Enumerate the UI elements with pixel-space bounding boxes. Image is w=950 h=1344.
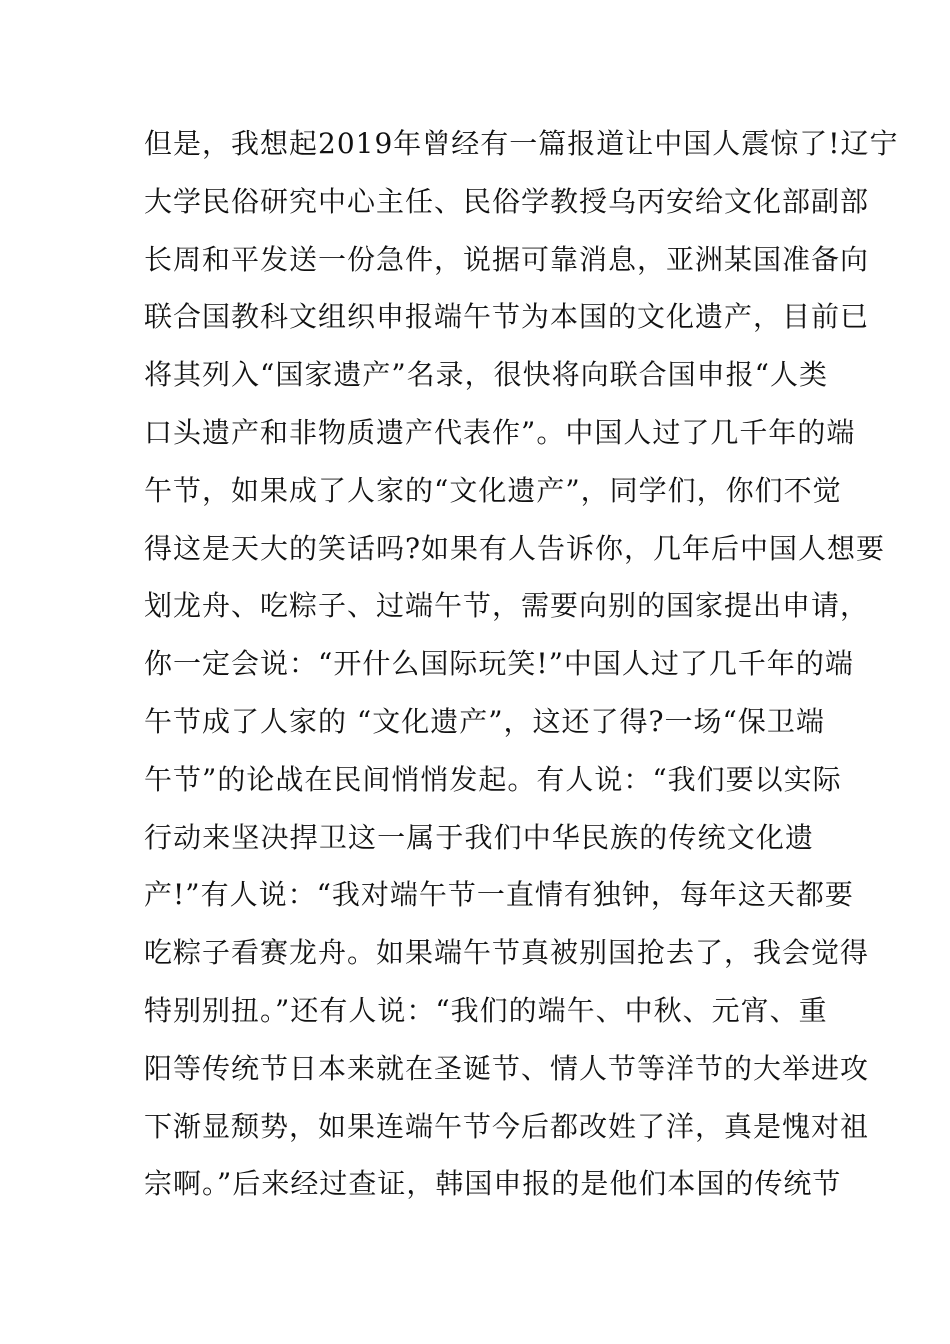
text-line: 阳等传统节日本来就在圣诞节、情人节等洋节的大举进攻: [144, 1051, 870, 1085]
text-line: 长周和平发送一份急件，说据可靠消息，亚洲某国准备向: [144, 242, 870, 276]
text-line: 吃粽子看赛龙舟。如果端午节真被别国抢去了，我会觉得: [144, 936, 870, 970]
text-line: 得这是天大的笑话吗?如果有人告诉你，几年后中国人想要: [144, 531, 886, 565]
text-line: 但是，我想起2019年曾经有一篇报道让中国人震惊了!辽宁: [144, 127, 899, 160]
text-line: 午节，如果成了人家的“文化遗产”，同学们，你们不觉: [144, 473, 842, 507]
text-line: 口头遗产和非物质遗产代表作”。中国人过了几千年的端: [144, 415, 856, 449]
text-line: 将其列入“国家遗产”名录，很快将向联合国申报“人类: [144, 358, 828, 392]
text-line: 下渐显颓势，如果连端午节今后都改姓了洋，真是愧对祖: [144, 1109, 870, 1143]
body-text: [144, 124, 899, 1222]
text-line: 午节成了人家的 “文化遗产”，这还了得?一场“保卫端: [144, 704, 825, 738]
text-line: 午节”的论战在民间悄悄发起。有人说：“我们要以实际: [144, 762, 842, 796]
text-line: 宗啊。”后来经过查证，韩国申报的是他们本国的传统节: [144, 1167, 842, 1201]
text-line: 产!”有人说：“我对端午节一直情有独钟，每年这天都要: [144, 878, 854, 912]
text-line: 联合国教科文组织申报端午节为本国的文化遗产，目前已: [144, 300, 870, 334]
text-line: 你一定会说：“开什么国际玩笑!”中国人过了几千年的端: [144, 647, 854, 681]
text-line: 大学民俗研究中心主任、民俗学教授乌丙安给文化部副部: [144, 184, 870, 218]
text-line: 行动来坚决捍卫这一属于我们中华民族的传统文化遗: [144, 820, 814, 854]
text-line: 特别别扭。”还有人说：“我们的端午、中秋、元宵、重: [144, 993, 828, 1027]
text-line: 划龙舟、吃粽子、过端午节，需要向别的国家提出申请，: [144, 589, 870, 623]
